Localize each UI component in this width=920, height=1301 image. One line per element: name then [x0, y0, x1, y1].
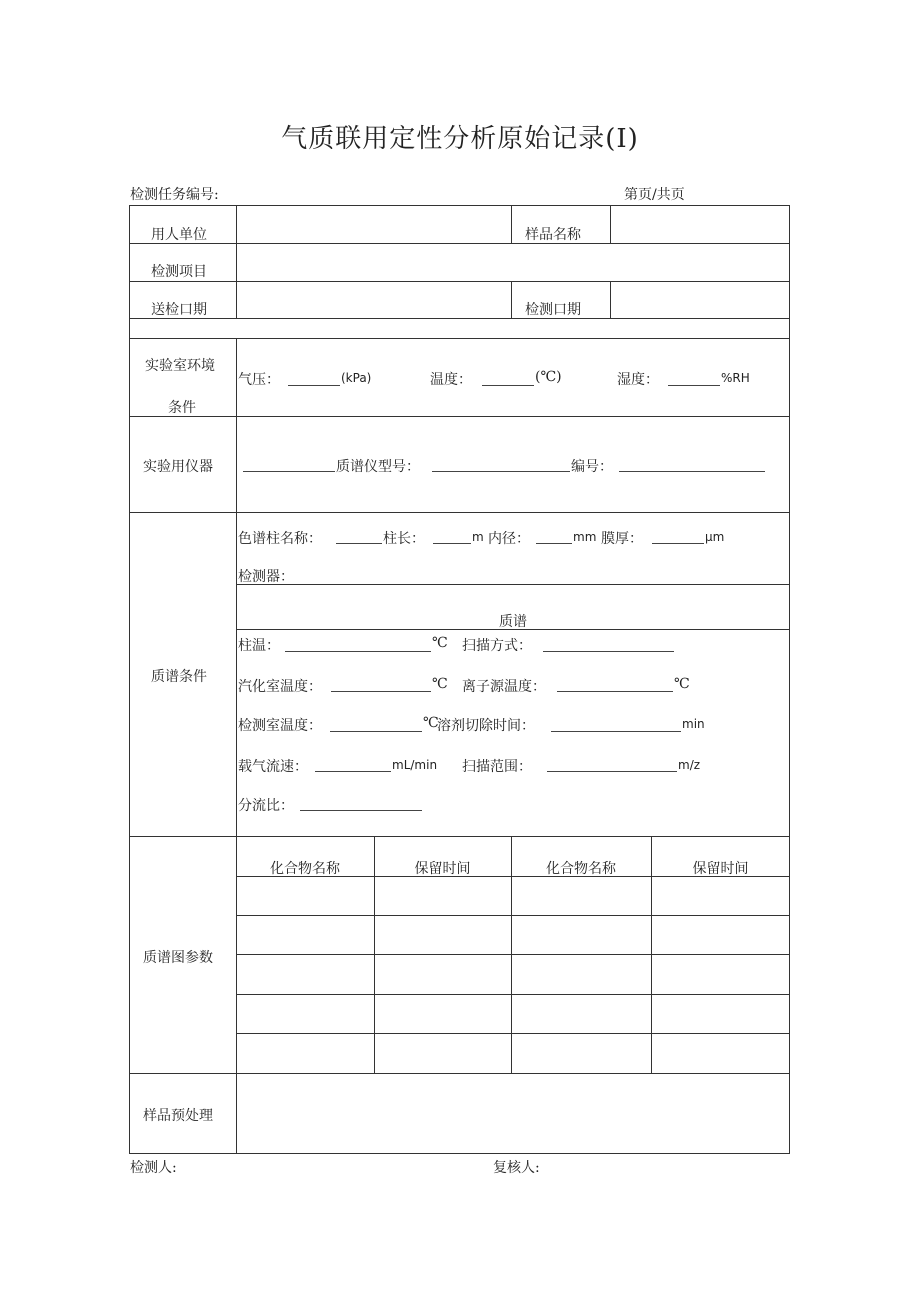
row-divider	[129, 318, 790, 319]
environment-label-line1: 实验室环境	[145, 358, 215, 374]
col-divider	[511, 205, 512, 243]
ion-source-temp-unit: ℃	[674, 676, 690, 692]
scan-range-unit: m/z	[678, 758, 701, 772]
humidity-input[interactable]	[668, 385, 720, 386]
page-count-label: 第页/共页	[624, 187, 685, 203]
film-unit: μm	[705, 530, 725, 544]
instrument-number-input[interactable]	[619, 471, 765, 472]
row-divider	[129, 416, 790, 417]
ms-conditions-label: 质谱条件	[151, 669, 207, 685]
pressure-label: 气压：	[238, 372, 280, 388]
ms-model-input[interactable]	[432, 471, 570, 472]
column-temp-input[interactable]	[285, 651, 431, 652]
film-label: 膜厚：	[601, 531, 643, 547]
test-date-label: 检测口期	[525, 302, 581, 318]
solvent-cut-input[interactable]	[551, 731, 681, 732]
test-item-label: 检测项目	[151, 264, 207, 280]
row-divider	[129, 512, 790, 513]
detector-temp-input[interactable]	[330, 731, 422, 732]
vaporizer-temp-label: 汽化室温度：	[238, 679, 322, 695]
col-compound-name-1: 化合物名称	[270, 861, 340, 877]
scan-range-label: 扫描范围：	[462, 759, 532, 775]
col-divider	[236, 338, 237, 1154]
page-title: 气质联用定性分析原始记录(I)	[281, 124, 639, 154]
submit-date-label: 送检口期	[151, 302, 207, 318]
temperature-unit: (℃)	[535, 369, 562, 385]
inner-diameter-input[interactable]	[536, 543, 572, 544]
client-label: 用人单位	[151, 227, 207, 243]
carrier-flow-label: 载气流速：	[238, 759, 308, 775]
test-date-field[interactable]	[611, 282, 789, 317]
solvent-cut-label: 溶剂切除时间：	[437, 718, 535, 734]
instrument-number-label: 编号：	[571, 459, 613, 475]
ms-model-label: 质谱仪型号：	[336, 459, 420, 475]
row-divider	[129, 836, 790, 837]
scan-mode-input[interactable]	[543, 651, 674, 652]
sample-name-label: 样品名称	[525, 227, 581, 243]
col-retention-time-1: 保留时间	[414, 861, 471, 877]
ion-source-temp-label: 离子源温度：	[462, 679, 546, 695]
scan-range-input[interactable]	[547, 771, 677, 772]
col-compound-name-2: 化合物名称	[546, 861, 616, 877]
carrier-flow-unit: mL/min	[392, 758, 438, 772]
test-item-field[interactable]	[237, 244, 789, 280]
vaporizer-temp-unit: ℃	[432, 676, 448, 692]
environment-label-line2: 条件	[168, 400, 196, 416]
column-name-input[interactable]	[336, 543, 382, 544]
row-divider	[129, 338, 790, 339]
column-temp-label: 柱温：	[238, 638, 280, 654]
column-length-input[interactable]	[433, 543, 471, 544]
detector-temp-label: 检测室温度：	[238, 718, 322, 734]
pressure-input[interactable]	[288, 385, 340, 386]
submit-date-field[interactable]	[237, 282, 510, 317]
sample-name-field[interactable]	[611, 206, 789, 242]
task-number-label: 检测任务编号:	[130, 187, 219, 203]
reviewer-label: 复核人:	[493, 1160, 540, 1176]
film-input[interactable]	[652, 543, 704, 544]
split-ratio-input[interactable]	[300, 810, 422, 811]
detector-temp-unit: ℃	[423, 715, 439, 731]
column-name-label: 色谱柱名称：	[238, 531, 322, 547]
instrument-label: 实验用仪器	[143, 459, 213, 475]
pretreatment-field[interactable]	[237, 1074, 789, 1153]
carrier-flow-input[interactable]	[315, 771, 391, 772]
solvent-cut-unit: min	[682, 717, 705, 731]
record-table	[129, 205, 790, 1154]
humidity-unit: %RH	[721, 371, 750, 385]
row-divider	[236, 915, 790, 916]
pressure-unit: (kPa)	[341, 371, 372, 385]
row-divider	[236, 994, 790, 995]
column-length-label: 柱长：	[383, 531, 425, 547]
row-divider	[236, 584, 790, 585]
humidity-label: 湿度：	[617, 372, 659, 388]
split-ratio-label: 分流比：	[238, 798, 294, 814]
col-divider	[511, 281, 512, 318]
column-temp-unit: ℃	[432, 635, 448, 651]
row-divider	[236, 954, 790, 955]
inner-diameter-label: 内径：	[488, 531, 530, 547]
ion-source-temp-input[interactable]	[557, 691, 673, 692]
temperature-label: 温度：	[430, 372, 472, 388]
vaporizer-temp-input[interactable]	[331, 691, 431, 692]
scan-mode-label: 扫描方式：	[462, 638, 532, 654]
row-divider	[236, 1033, 790, 1034]
col-retention-time-2: 保留时间	[692, 861, 749, 877]
client-field[interactable]	[237, 206, 510, 242]
temperature-input[interactable]	[482, 385, 534, 386]
detector-label: 检测器：	[238, 569, 294, 585]
spectrum-params-label: 质谱图参数	[143, 950, 213, 966]
ms-section-header: 质谱	[499, 614, 527, 630]
inner-diameter-unit: mm	[573, 530, 597, 544]
column-length-unit: m	[472, 530, 484, 544]
pretreatment-label: 样品预处理	[143, 1108, 213, 1124]
instrument-input[interactable]	[243, 471, 335, 472]
tester-label: 检测人:	[130, 1160, 177, 1176]
